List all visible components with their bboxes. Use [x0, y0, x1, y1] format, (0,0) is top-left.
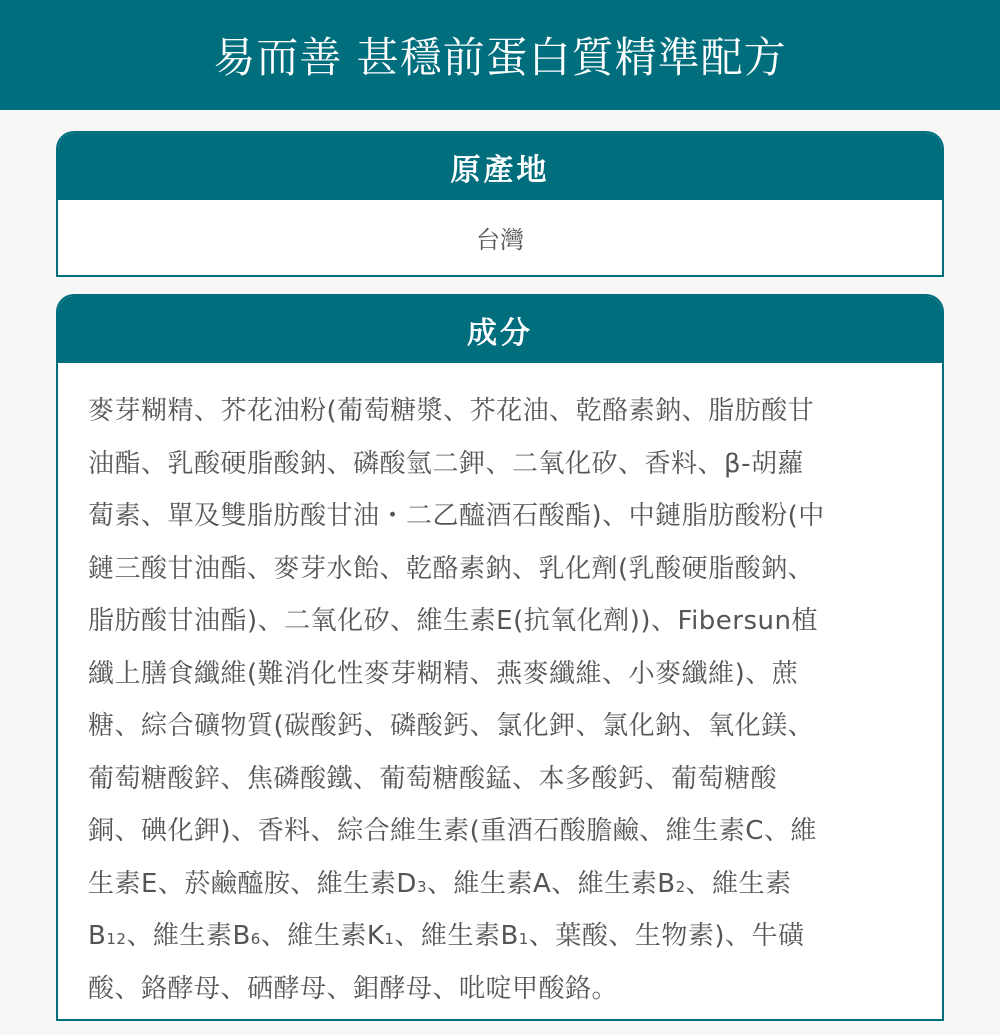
ingredient-line — [88, 595, 942, 648]
ingredient-text: 油酯、乳酸硬脂酸鈉、磷酸氫二鉀、二氧化矽、香料、β-胡蘿 — [88, 448, 804, 479]
ingredients-label: 成分 — [467, 315, 533, 351]
ingredient-line — [88, 858, 942, 911]
ingredients-header — [58, 296, 942, 363]
ingredient-text: 、葉酸、生物素)、牛磺 — [528, 921, 805, 951]
ingredients-card — [56, 294, 944, 1021]
origin-label: 原產地 — [450, 152, 550, 188]
ingredient-text: 、維生素 — [685, 868, 792, 899]
subscript: 1 — [518, 930, 529, 948]
ingredient-line — [88, 543, 942, 596]
ingredient-text: 鏈三酸甘油酯、麥芽水飴、乾酪素鈉、乳化劑(乳酸硬脂酸鈉、 — [88, 553, 815, 584]
subscript: 12 — [106, 930, 127, 948]
subscript: 6 — [250, 930, 261, 948]
origin-value: 台灣 — [476, 226, 524, 254]
ingredient-text: 脂肪酸甘油酯)、二氧化矽、維生素E(抗氧化劑))、Fibersun植 — [88, 606, 818, 636]
product-title: 易而善 甚穩前蛋白質精準配方 — [213, 33, 787, 82]
subscript: 2 — [675, 877, 686, 896]
ingredient-text: 糖、綜合礦物質(碳酸鈣、磷酸鈣、氯化鉀、氯化鈉、氧化鎂、 — [88, 711, 815, 741]
ingredient-text: 蔔素、單及雙脂肪酸甘油・二乙醯酒石酸酯)、中鏈脂肪酸粉(中 — [88, 501, 825, 531]
ingredient-line — [88, 910, 942, 963]
ingredient-line — [88, 385, 942, 438]
origin-card — [56, 131, 944, 277]
ingredient-text: 、維生素K — [260, 921, 385, 951]
origin-body — [58, 200, 942, 275]
subscript: 1 — [384, 930, 395, 948]
ingredient-text: 纖上膳食纖維(難消化性麥芽糊精、燕麥纖維、小麥纖維)、蔗 — [88, 658, 799, 689]
ingredient-line — [88, 753, 942, 806]
ingredient-text: 銅、碘化鉀)、香料、綜合維生素(重酒石酸膽鹼、維生素C、維 — [88, 816, 817, 846]
ingredients-text — [58, 363, 942, 1015]
ingredient-line — [88, 648, 942, 701]
ingredient-text: 生素E、菸鹼醯胺、維生素D — [88, 868, 417, 899]
page-header — [0, 0, 1000, 110]
ingredient-line — [88, 700, 942, 753]
ingredient-line — [88, 963, 942, 1016]
ingredient-line — [88, 438, 942, 491]
ingredient-text: 、維生素B — [394, 921, 519, 951]
ingredient-text: B — [88, 921, 107, 951]
ingredient-text: 葡萄糖酸鋅、焦磷酸鐵、葡萄糖酸錳、本多酸鈣、葡萄糖酸 — [88, 763, 778, 794]
ingredient-text: 、維生素A、維生素B — [427, 868, 676, 899]
ingredient-text: 酸、鉻酵母、硒酵母、鉬酵母、吡啶甲酸鉻。 — [88, 973, 619, 1004]
ingredient-text: 麥芽糊精、芥花油粉(葡萄糖漿、芥花油、乾酪素鈉、脂肪酸甘 — [88, 396, 815, 426]
ingredient-line — [88, 490, 942, 543]
ingredient-line — [88, 805, 942, 858]
origin-header — [58, 133, 942, 200]
subscript: 3 — [416, 877, 427, 896]
ingredient-text: 、維生素B — [126, 921, 251, 951]
